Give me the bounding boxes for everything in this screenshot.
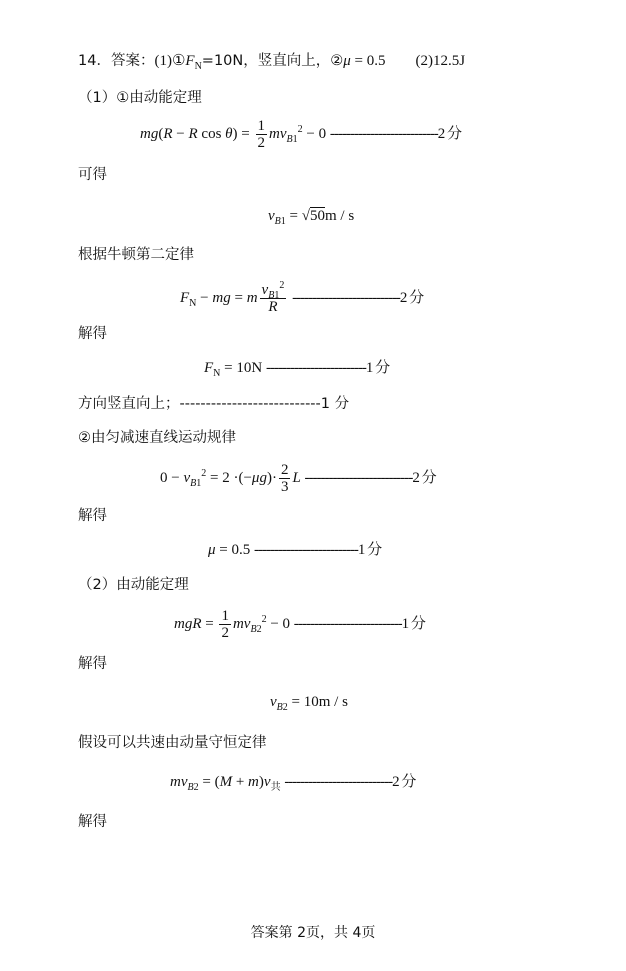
equation-vb2: $v_{B2} = 10m / s$ [270, 694, 348, 713]
step-label: ②由匀减速直线运动规律 [78, 430, 236, 446]
equation-vb1: $v_{B1} = √50m / s$ [268, 208, 355, 227]
step-label: 根据牛顿第二定律 [78, 247, 194, 263]
equation-momentum: $mv_{B2} = (M + m)v_共$ ---------------------------2 分 [170, 774, 416, 793]
equation-newton: $F_N$ − mg = m $\frac{v_{B1}^2}{R}$ ---------------------------2 分 [180, 280, 424, 315]
question-number: 14．答案： [78, 53, 155, 69]
page-footer: 答案第 2页，共 4页 [250, 925, 376, 941]
step-label: 方向竖直向上；---------------------------1 分 [78, 396, 350, 412]
equation-energy-2: mgR = $\frac{1}{2}$ $mv_{B2}^2 - 0$ ---------------------------1 分 [174, 608, 425, 641]
step-label: （2）由动能定理 [78, 577, 189, 593]
answer-header: 14．答案：$(1)①F_N=10N$，竖直向上，②μ = 0.5 (2)12.5J [78, 53, 466, 72]
equation-energy-1: mg(R − R cos θ) = $\frac{1}{2}$ $mv_{B1}^2 - 0$ ---------------------------2 分 [140, 118, 461, 151]
step-label: 解得 [78, 508, 107, 524]
step-label: 解得 [78, 326, 107, 342]
step-label: 假设可以共速由动量守恒定律 [78, 735, 267, 751]
step-label: （1）①由动能定理 [78, 90, 202, 106]
equation-decel: $0 - v_{B1}^2 = 2 \cdot(-\mu g)\cdot$ $\frac{2}{3}$ L ---------------------------2 分 [160, 462, 436, 495]
step-label: 解得 [78, 814, 107, 830]
equation-mu: μ = 0.5 --------------------------1 分 [208, 542, 382, 558]
step-label: 可得 [78, 167, 107, 183]
step-label: 解得 [78, 656, 107, 672]
equation-fn: $F_N = 10N$ -------------------------1 分 [204, 360, 390, 379]
